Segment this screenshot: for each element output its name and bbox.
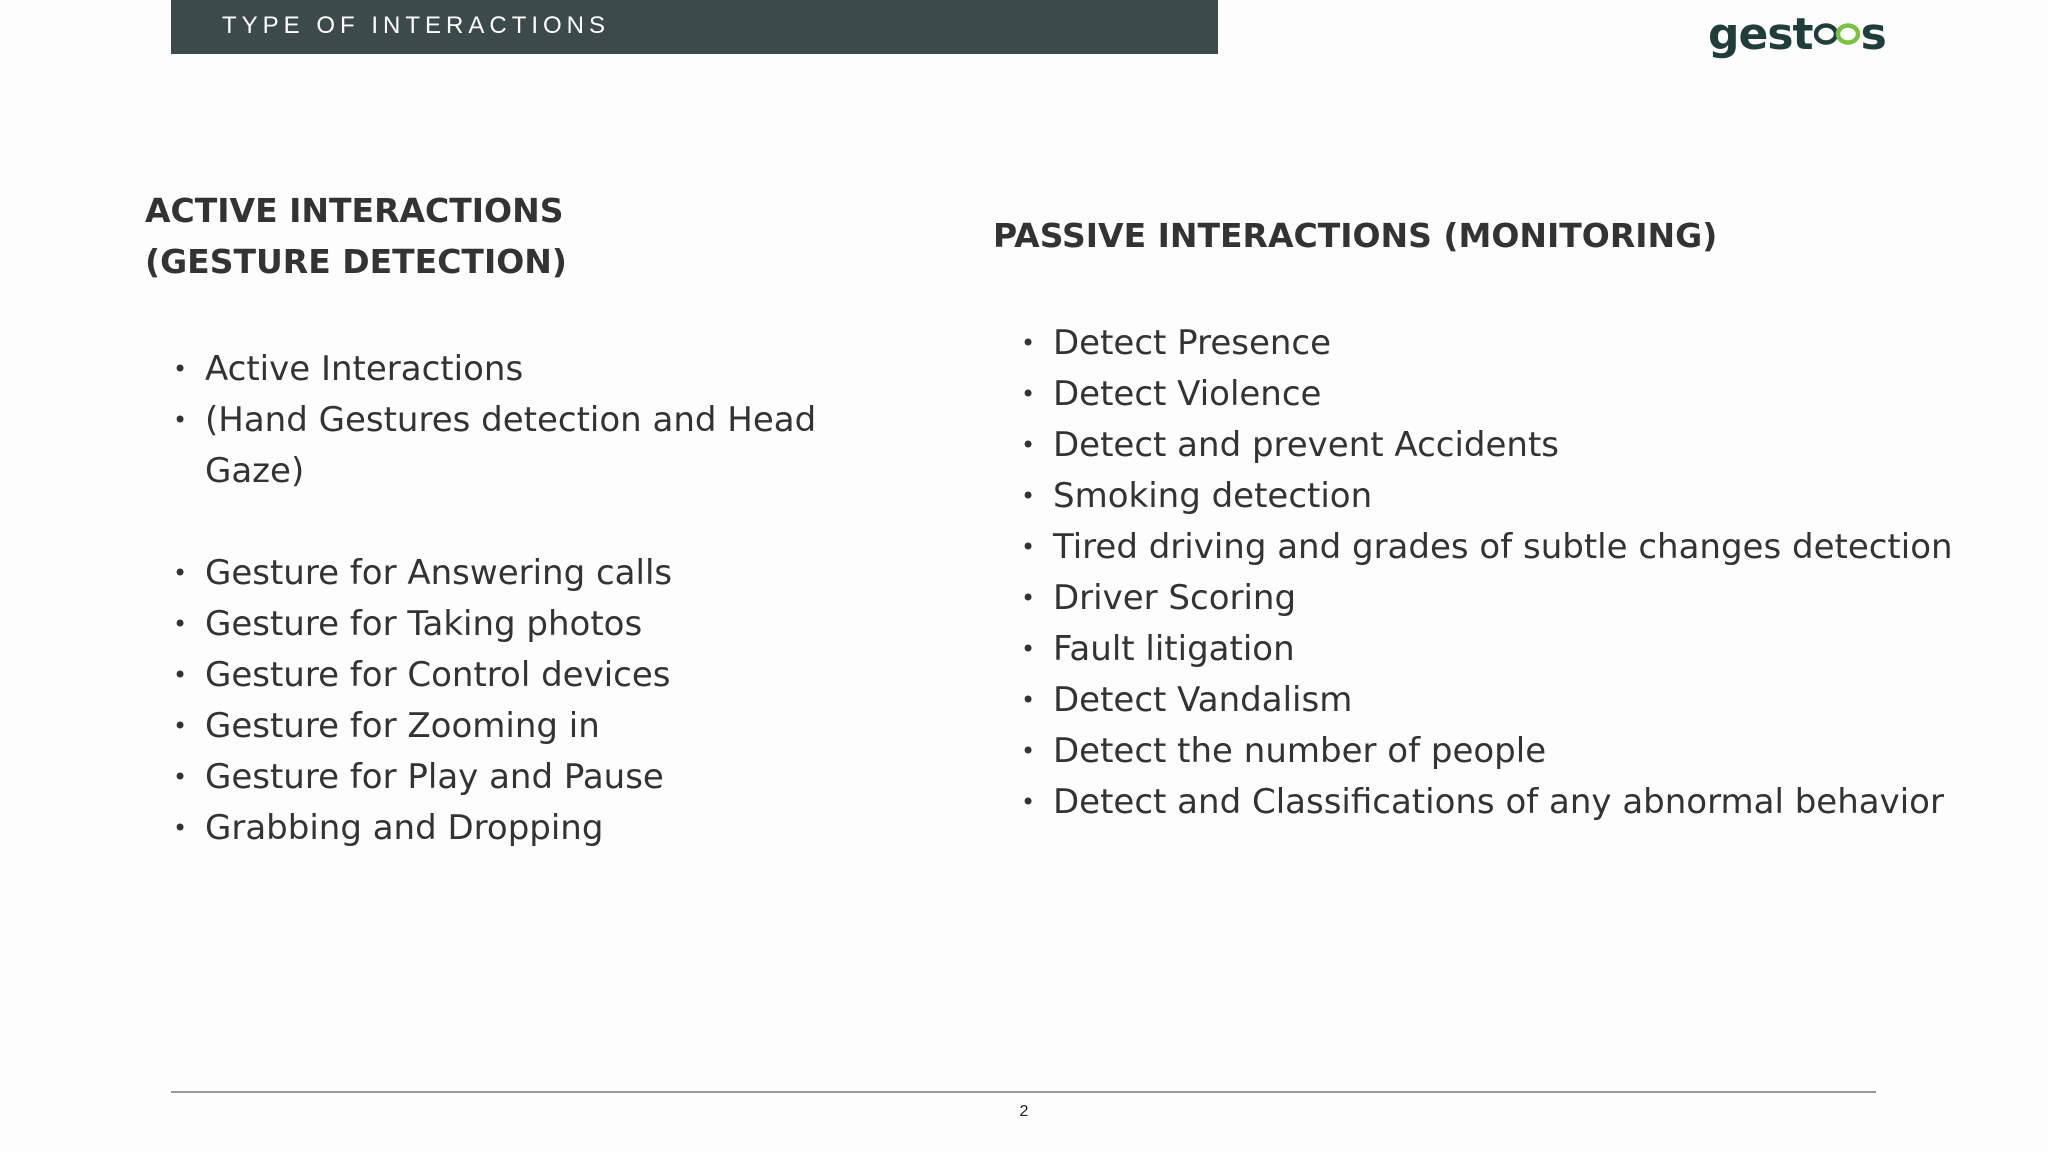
logo-prefix: gest (1708, 8, 1813, 60)
list-spacer (145, 497, 816, 548)
active-interactions-heading (145, 185, 567, 287)
list-item: • Gesture for Play and Pause (145, 752, 816, 803)
logo-suffix: s (1860, 8, 1886, 60)
active-heading-line1: ACTIVE INTERACTIONS (145, 191, 564, 230)
list-item: • Tired driving and grades of subtle changes detection (993, 522, 1953, 573)
infinity-loop-icon (1814, 21, 1860, 47)
list-item: • Fault litigation (993, 624, 1953, 675)
active-interactions-list (145, 344, 816, 854)
gestoos-logo (1708, 6, 1886, 62)
list-item: • Detect and Classifications of any abnormal behavior (993, 777, 1953, 828)
list-item-continuation: Gaze) (205, 451, 305, 491)
list-item: • Detect Presence (993, 318, 1953, 369)
slide-section-title: TYPE OF INTERACTIONS (222, 12, 611, 39)
header-bar (171, 0, 1218, 54)
list-item: • Driver Scoring (993, 573, 1953, 624)
list-item: • Detect Vandalism (993, 675, 1953, 726)
footer-divider (171, 1091, 1876, 1093)
list-item: • Smoking detection (993, 471, 1953, 522)
list-item: • Detect and prevent Accidents (993, 420, 1953, 471)
list-item: • Grabbing and Dropping (145, 803, 816, 854)
list-item: • Detect the number of people (993, 726, 1953, 777)
passive-interactions-list (993, 318, 1953, 828)
list-item: • Active Interactions (145, 344, 816, 395)
list-item: • Gesture for Taking photos (145, 599, 816, 650)
page-number: 2 (1019, 1103, 1029, 1120)
list-item: • Gesture for Zooming in (145, 701, 816, 752)
list-item: • (Hand Gestures detection and Head (145, 395, 816, 446)
passive-interactions-heading: PASSIVE INTERACTIONS (MONITORING) (993, 216, 1718, 255)
active-heading-line2: (GESTURE DETECTION) (145, 242, 567, 281)
list-item: • Detect Violence (993, 369, 1953, 420)
list-item: • Gesture for Control devices (145, 650, 816, 701)
list-item: • Gesture for Answering calls (145, 548, 816, 599)
